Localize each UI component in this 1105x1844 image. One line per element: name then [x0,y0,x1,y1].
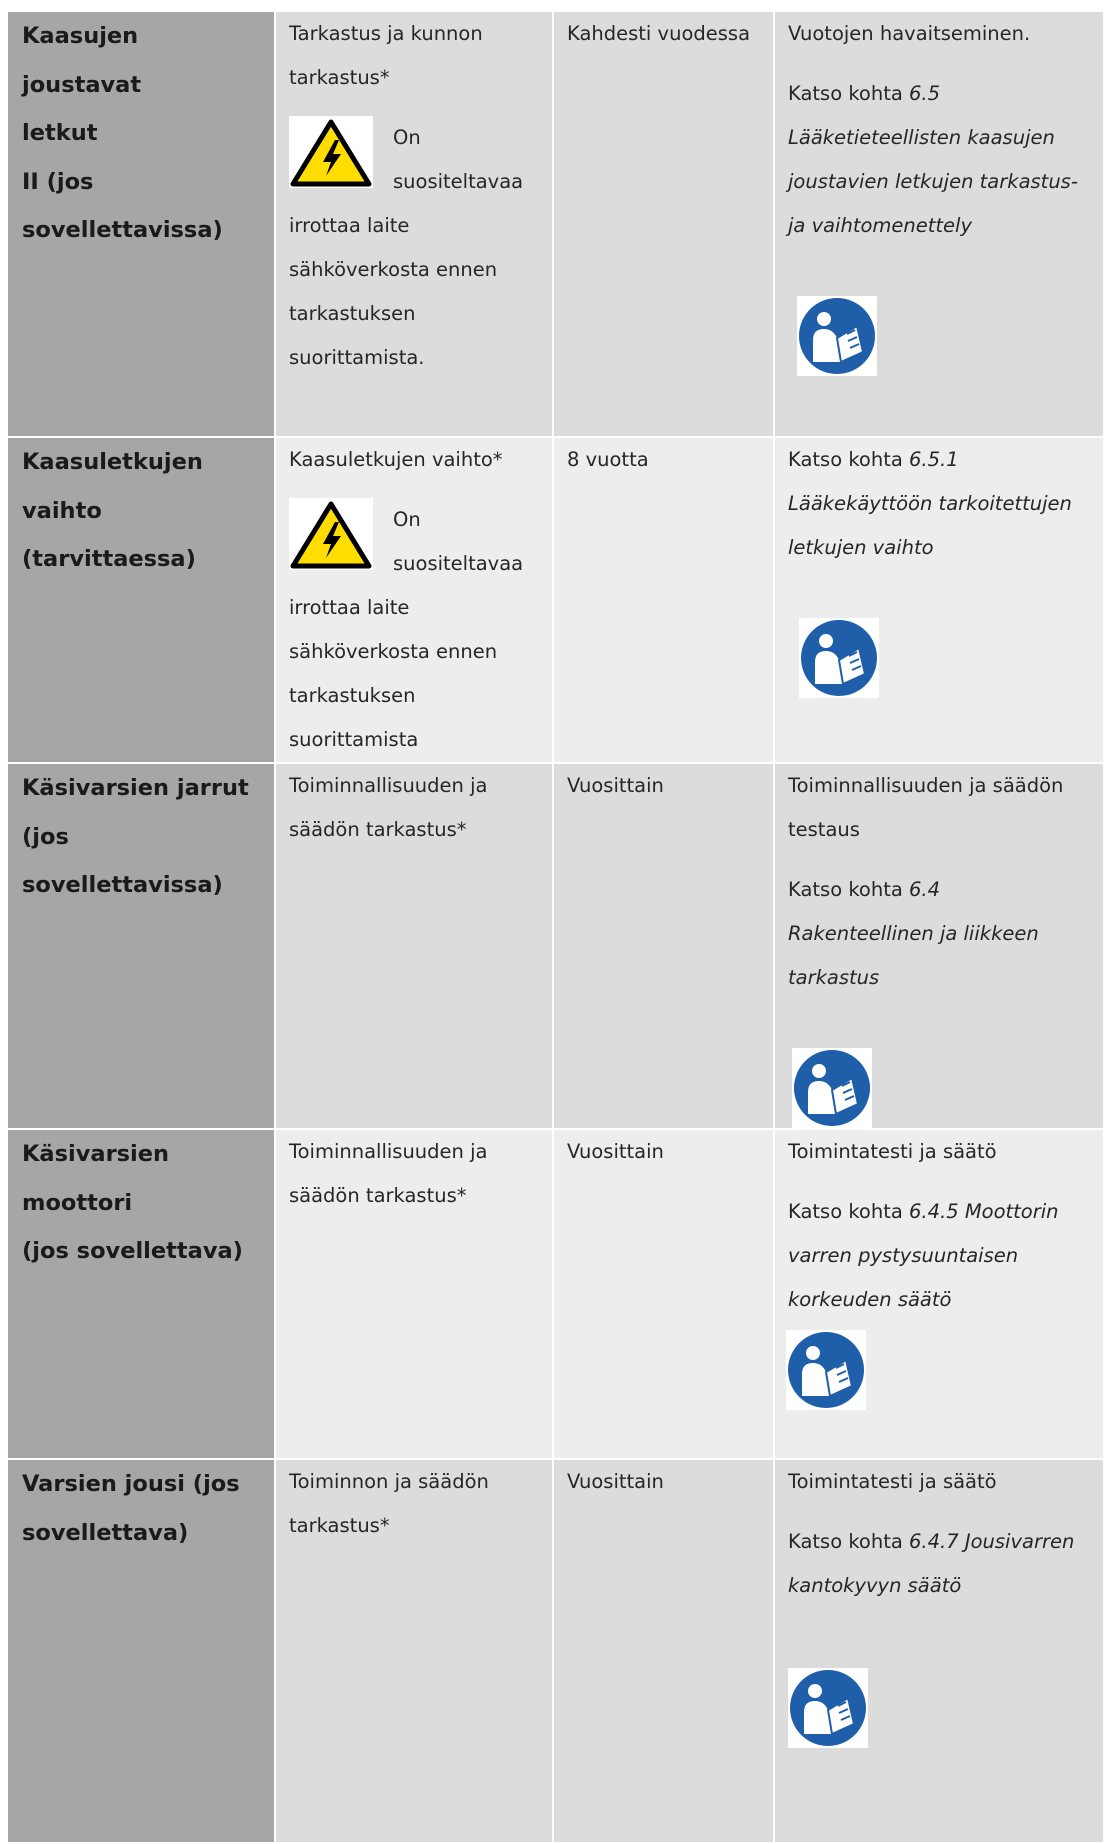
warning-text: On suositeltavaa irrottaa laite sähköverkosta ennen tarkastuksen suorittamista [289,508,524,751]
result-cell [775,764,1105,1130]
task-text: Toiminnallisuuden ja säädön tarkastus* [289,774,488,841]
interval-cell [554,1130,775,1460]
reference-prefix: Katso kohta [788,1530,910,1553]
component-line: (tarvittaessa) [22,546,196,572]
interval-cell [554,438,775,764]
table-row [8,438,1105,764]
electrical-hazard-warning-icon [289,498,373,570]
interval-text: 8 vuotta [567,448,649,471]
reference-link: 6.4.5 Moottorin varren pystysuuntaisen korkeuden säätö [788,1200,1059,1311]
component-line: Käsivarsien jarrut (jos [22,775,249,850]
reference-link: 6.4 Rakenteellinen ja liikkeen tarkastus [788,878,1039,989]
component-cell [8,12,276,438]
result-lead: Toimintatesti ja säätö [788,1470,997,1493]
component-line: letkut [22,120,98,146]
result-cell [775,1460,1105,1844]
component-line: Kaasuletkujen vaihto [22,449,203,524]
component-line: Kaasujen joustavat [22,23,142,98]
read-manual-icon [792,1048,872,1128]
interval-text: Vuosittain [567,1140,664,1163]
component-line: sovellettavissa) [22,872,223,898]
interval-cell [554,1460,775,1844]
task-cell [276,1460,554,1844]
task-cell [276,12,554,438]
task-text: Toiminnon ja säädön tarkastus* [289,1470,489,1537]
task-cell [276,438,554,764]
table-row [8,1130,1105,1460]
component-line: Käsivarsien moottori [22,1141,170,1216]
reference-prefix: Katso kohta [788,82,910,105]
task-text: Toiminnallisuuden ja säädön tarkastus* [289,1140,488,1207]
component-line: sovellettava) [22,1519,189,1546]
warning-text: On suositeltavaa irrottaa laite sähköverkosta ennen tarkastuksen suorittamista. [289,126,524,369]
maintenance-table-page [8,12,1105,1844]
table-row [8,12,1105,438]
electrical-hazard-warning-icon [289,116,373,188]
table-row [8,764,1105,1130]
interval-cell [554,12,775,438]
interval-text: Kahdesti vuodessa [567,22,751,45]
reference-prefix: Katso kohta [788,448,910,471]
maintenance-table [8,12,1105,1844]
interval-cell [554,764,775,1130]
reference-prefix: Katso kohta [788,1200,910,1223]
read-manual-icon [788,1668,868,1748]
warning-block [289,498,539,762]
read-manual-icon [797,296,877,376]
task-cell [276,764,554,1130]
task-text: Tarkastus ja kunnon tarkastus* [289,22,483,89]
result-lead: Vuotojen havaitseminen. [788,22,1031,45]
reference-text [788,1190,1090,1322]
read-manual-icon [799,618,879,698]
reference-text [788,72,1090,248]
reference-link: 6.5.1 Lääkekäyttöön tarkoitettujen letkujen vaihto [788,448,1072,559]
component-cell [8,1130,276,1460]
result-cell [775,1130,1105,1460]
interval-text: Vuosittain [567,774,664,797]
interval-text: Vuosittain [567,1470,664,1493]
reference-link: 6.4.7 Jousivarren kantokyvyn säätö [788,1530,1075,1597]
reference-text [788,1520,1090,1608]
result-cell [775,12,1105,438]
read-manual-icon [786,1330,866,1410]
task-text: Kaasuletkujen vaihto* [289,448,503,471]
component-line: II (jos sovellettavissa) [22,168,223,243]
reference-link: 6.5 Lääketieteellisten kaasujen joustavien letkujen tarkastus- ja vaihtomenettely [788,82,1078,237]
task-cell [276,1130,554,1460]
result-lead: Toimintatesti ja säätö [788,1140,997,1163]
reference-prefix: Katso kohta [788,878,910,901]
table-row [8,1460,1105,1844]
reference-text [788,438,1090,570]
result-cell [775,438,1105,764]
component-cell [8,764,276,1130]
reference-text [788,868,1090,1000]
warning-block [289,116,539,380]
component-line: (jos sovellettava) [22,1238,243,1264]
component-cell [8,438,276,764]
component-cell [8,1460,276,1844]
result-lead: Toiminnallisuuden ja säädön testaus [788,774,1064,841]
component-line: Varsien jousi (jos [22,1471,240,1497]
